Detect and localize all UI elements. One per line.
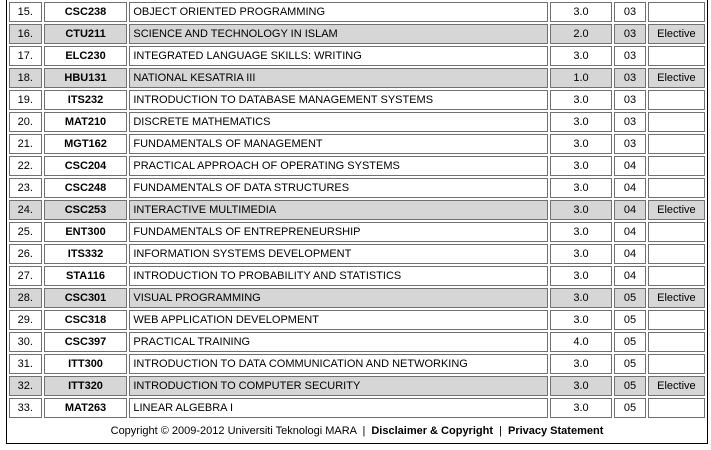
course-title: SCIENCE AND TECHNOLOGY IN ISLAM: [129, 24, 548, 44]
course-status: [648, 332, 705, 352]
course-title: DISCRETE MATHEMATICS: [129, 112, 548, 132]
semester: 04: [614, 222, 646, 242]
credit-hours: 3.0: [550, 244, 612, 264]
credit-hours: 3.0: [550, 398, 612, 418]
course-status: [648, 178, 705, 198]
course-code: MAT210: [44, 112, 128, 132]
credit-hours: 3.0: [550, 156, 612, 176]
table-row: [9, 376, 705, 396]
row-number: 27.: [9, 266, 42, 286]
semester: 04: [614, 156, 646, 176]
credit-hours: 2.0: [550, 24, 612, 44]
row-number: 15.: [9, 2, 42, 22]
table-row: [9, 46, 705, 66]
course-title: INTRODUCTION TO DATABASE MANAGEMENT SYSTEMS: [129, 90, 548, 110]
table-row: [9, 244, 705, 264]
table-row: [9, 24, 705, 44]
row-number: 16.: [9, 24, 42, 44]
semester: 03: [614, 112, 646, 132]
course-status: [648, 112, 705, 132]
course-code: CSC318: [44, 310, 128, 330]
course-status: [648, 90, 705, 110]
semester: 04: [614, 266, 646, 286]
table-row: [9, 68, 705, 88]
credit-hours: 3.0: [550, 46, 612, 66]
course-code: ITS232: [44, 90, 128, 110]
course-code: CTU211: [44, 24, 128, 44]
course-title: INTEGRATED LANGUAGE SKILLS: WRITING: [129, 46, 548, 66]
course-code: MGT162: [44, 134, 128, 154]
course-title: VISUAL PROGRAMMING: [129, 288, 548, 308]
course-code: HBU131: [44, 68, 128, 88]
page-footer: [7, 422, 707, 440]
course-title: FUNDAMENTALS OF MANAGEMENT: [129, 134, 548, 154]
course-code: ITT300: [44, 354, 128, 374]
table-row: [9, 178, 705, 198]
row-number: 28.: [9, 288, 42, 308]
course-title: WEB APPLICATION DEVELOPMENT: [129, 310, 548, 330]
credit-hours: 3.0: [550, 310, 612, 330]
course-status: [648, 46, 705, 66]
table-row: [9, 398, 705, 418]
course-status: Elective: [648, 288, 705, 308]
semester: 03: [614, 24, 646, 44]
credit-hours: 3.0: [550, 134, 612, 154]
credit-hours: 3.0: [550, 266, 612, 286]
course-code: ITS332: [44, 244, 128, 264]
disclaimer-link[interactable]: Disclaimer & Copyright: [371, 425, 493, 437]
semester: 03: [614, 134, 646, 154]
course-title: FUNDAMENTALS OF DATA STRUCTURES: [129, 178, 548, 198]
row-number: 17.: [9, 46, 42, 66]
table-row: [9, 2, 705, 22]
course-status: [648, 310, 705, 330]
semester: 05: [614, 310, 646, 330]
course-title: PRACTICAL APPROACH OF OPERATING SYSTEMS: [129, 156, 548, 176]
semester: 05: [614, 354, 646, 374]
row-number: 23.: [9, 178, 42, 198]
credit-hours: 3.0: [550, 376, 612, 396]
course-title: INTRODUCTION TO PROBABILITY AND STATISTICS: [129, 266, 548, 286]
course-title: PRACTICAL TRAINING: [129, 332, 548, 352]
course-status: [648, 398, 705, 418]
privacy-statement-link[interactable]: Privacy Statement: [507, 425, 604, 437]
course-code: ELC230: [44, 46, 128, 66]
credit-hours: 3.0: [550, 200, 612, 220]
course-status: [648, 222, 705, 242]
table-row: [9, 156, 705, 176]
table-row: [9, 200, 705, 220]
semester: 04: [614, 178, 646, 198]
course-status: Elective: [648, 68, 705, 88]
course-code: ITT320: [44, 376, 128, 396]
course-code: CSC248: [44, 178, 128, 198]
table-row: [9, 332, 705, 352]
course-status: [648, 354, 705, 374]
table-row: [9, 288, 705, 308]
table-row: [9, 222, 705, 242]
course-code: CSC204: [44, 156, 128, 176]
course-title: OBJECT ORIENTED PROGRAMMING: [129, 2, 548, 22]
row-number: 20.: [9, 112, 42, 132]
row-number: 26.: [9, 244, 42, 264]
row-number: 21.: [9, 134, 42, 154]
semester: 05: [614, 288, 646, 308]
course-status: [648, 266, 705, 286]
credit-hours: 3.0: [550, 288, 612, 308]
row-number: 33.: [9, 398, 42, 418]
table-row: [9, 354, 705, 374]
credit-hours: 3.0: [550, 90, 612, 110]
course-code: CSC301: [44, 288, 128, 308]
row-number: 25.: [9, 222, 42, 242]
semester: 05: [614, 332, 646, 352]
course-status: [648, 134, 705, 154]
course-code: ENT300: [44, 222, 128, 242]
row-number: 32.: [9, 376, 42, 396]
credit-hours: 1.0: [550, 68, 612, 88]
course-code: CSC253: [44, 200, 128, 220]
course-code: MAT263: [44, 398, 128, 418]
course-status: Elective: [648, 24, 705, 44]
row-number: 19.: [9, 90, 42, 110]
credit-hours: 3.0: [550, 2, 612, 22]
semester: 04: [614, 200, 646, 220]
table-row: [9, 90, 705, 110]
semester: 03: [614, 90, 646, 110]
course-table-body: [9, 2, 705, 418]
row-number: 30.: [9, 332, 42, 352]
course-title: FUNDAMENTALS OF ENTREPRENEURSHIP: [129, 222, 548, 242]
row-number: 29.: [9, 310, 42, 330]
semester: 03: [614, 46, 646, 66]
credit-hours: 3.0: [550, 222, 612, 242]
table-row: [9, 134, 705, 154]
table-row: [9, 112, 705, 132]
course-title: LINEAR ALGEBRA I: [129, 398, 548, 418]
footer-separator: |: [499, 425, 502, 437]
semester: 03: [614, 68, 646, 88]
footer-copyright: Copyright © 2009-2012 Universiti Teknologi MARA: [110, 425, 357, 437]
credit-hours: 3.0: [550, 354, 612, 374]
course-status: Elective: [648, 200, 705, 220]
row-number: 18.: [9, 68, 42, 88]
semester: 03: [614, 2, 646, 22]
course-title: INTRODUCTION TO COMPUTER SECURITY: [129, 376, 548, 396]
row-number: 31.: [9, 354, 42, 374]
course-status: [648, 156, 705, 176]
credit-hours: 3.0: [550, 112, 612, 132]
course-title: NATIONAL KESATRIA III: [129, 68, 548, 88]
course-status: [648, 244, 705, 264]
course-title: INTRODUCTION TO DATA COMMUNICATION AND NETWORKING: [129, 354, 548, 374]
credit-hours: 3.0: [550, 178, 612, 198]
course-status: [648, 2, 705, 22]
course-table: [7, 0, 707, 420]
footer-separator: |: [362, 425, 366, 437]
course-title: INTERACTIVE MULTIMEDIA: [129, 200, 548, 220]
table-row: [9, 310, 705, 330]
course-title: INFORMATION SYSTEMS DEVELOPMENT: [129, 244, 548, 264]
table-row: [9, 266, 705, 286]
row-number: 24.: [9, 200, 42, 220]
course-code: CSC238: [44, 2, 128, 22]
row-number: 22.: [9, 156, 42, 176]
course-code: STA116: [44, 266, 128, 286]
credit-hours: 4.0: [550, 332, 612, 352]
course-status: Elective: [648, 376, 705, 396]
course-list-panel: [6, 0, 708, 444]
semester: 05: [614, 398, 646, 418]
semester: 04: [614, 244, 646, 264]
semester: 05: [614, 376, 646, 396]
course-code: CSC397: [44, 332, 128, 352]
